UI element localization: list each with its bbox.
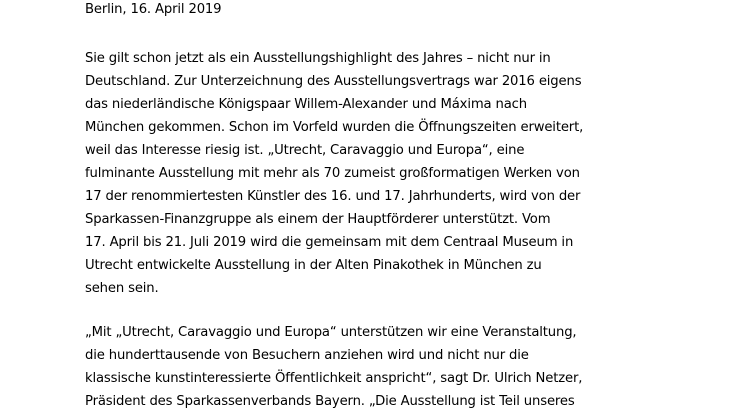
text-line: Sie gilt schon jetzt als ein Ausstellungshighlight des Jahres – nicht nur in: [85, 51, 551, 66]
text-line: klassische kunstinteressierte Öffentlichkeit anspricht“, sagt Dr. Ulrich Netzer,: [85, 371, 583, 386]
text-line: Utrecht entwickelte Ausstellung in der Alten Pinakothek in München zu: [85, 258, 542, 273]
paragraph-2: [85, 321, 582, 413]
dateline: Berlin, 16. April 2019: [85, 2, 222, 17]
text-line: „Mit „Utrecht, Caravaggio und Europa“ unterstützen wir eine Veranstaltung,: [85, 325, 577, 340]
text-line: Deutschland. Zur Unterzeichnung des Ausstellungsvertrags war 2016 eigens: [85, 74, 582, 89]
text-line: Präsident des Sparkassenverbands Bayern. „Die Ausstellung ist Teil unseres: [85, 394, 575, 409]
paragraph-1: [85, 47, 583, 300]
text-line: weil das Interesse riesig ist. „Utrecht, Caravaggio und Europa“, eine: [85, 143, 525, 158]
text-line: sehen sein.: [85, 281, 159, 296]
text-line: 17. April bis 21. Juli 2019 wird die gemeinsam mit dem Centraal Museum in: [85, 235, 574, 250]
text-line: das niederländische Königspaar Willem-Alexander und Máxima nach: [85, 97, 527, 112]
text-line: die hunderttausende von Besuchern anziehen wird und nicht nur die: [85, 348, 529, 363]
text-line: 17 der renommiertesten Künstler des 16. und 17. Jahrhunderts, wird von der: [85, 189, 581, 204]
text-line: München gekommen. Schon im Vorfeld wurden die Öffnungszeiten erweitert,: [85, 120, 584, 135]
text-line: fulminante Ausstellung mit mehr als 70 zumeist großformatigen Werken von: [85, 166, 580, 181]
text-line: Sparkassen-Finanzgruppe als einem der Hauptförderer unterstützt. Vom: [85, 212, 551, 227]
